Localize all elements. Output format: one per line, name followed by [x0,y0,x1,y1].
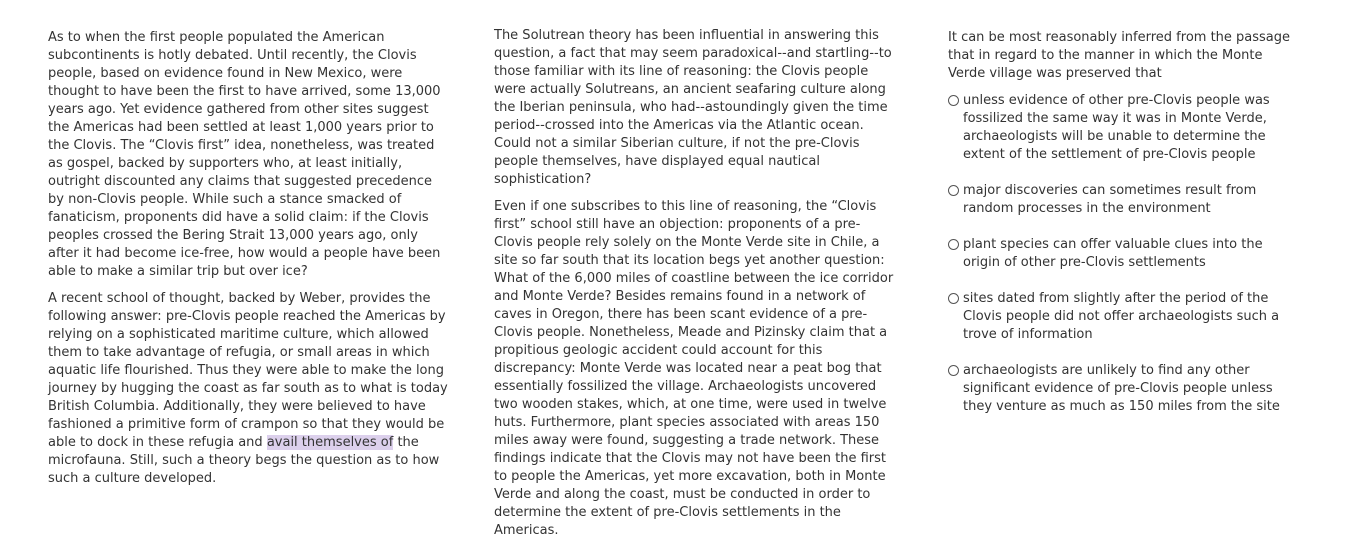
question-prompt: It can be most reasonably inferred from the passage that in regard to the manner in which the Monte Verde village was preserved that [948,30,1291,81]
radio-button-icon[interactable] [948,95,959,106]
passage-paragraph-1: As to when the first people populated the American subcontinents is hotly debated. Until recently, the Clovis people, based on evidence found in New Mexico, were thought to have been the first to have arrived, some 13,000 years ago. Yet evidence gathered from other sites suggest the Americas had been settled at least 1,000 years prior to the Clovis. The “Clovis first” idea, nonetheless, was treated as gospel, backed by supporters who, at least initially, outright discounted any claims that suggested precedence by non-Clovis people. While such a stance smacked of fanaticism, proponents did have a solid claim: if the Clovis peoples crossed the Bering Strait 13,000 years ago, only after it had become ice-free, how would a people have been able to make a similar trip but over ice? [48,30,441,279]
answer-choice-label: plant species can offer valuable clues into the origin of other pre-Clovis settlements [963,237,1263,270]
question-panel [948,27,1298,434]
passage-middle-column [494,27,896,549]
passage-paragraph-4: Even if one subscribes to this line of reasoning, the “Clovis first” school still have an objection: proponents of a pre-Clovis people rely solely on the Monte Verde site in Chile, a site so far south that its location begs yet another question: What of the 6,000 miles of coastline between the ice corridor and Monte Verde? Besides remains found in a network of caves in Oregon, there has been scant evidence of a pre-Clovis people. Nonetheless, Meade and Pizinsky claim that a propitious geologic accident could account for this discrepancy: Monte Verde was located near a peat bog that essentially fossilized the village. Archaeologists uncovered two wooden stakes, which, at one time, were used in twelve huts. Furthermore, plant species associated with areas 150 miles away were found, suggesting a trade network. These findings indicate that the Clovis may not have been the first to people the Americas, yet more excavation, both in Monte Verde and along the coast, must be conducted in order to determine the extent of pre-Clovis settlements in the Americas. [494,199,894,538]
paragraph-2-after-highlight: the microfauna. Still, such a theory begs the question as to how such a culture developed. [48,435,440,486]
passage-paragraph-2 [48,290,450,488]
passage-paragraph-3: The Solutrean theory has been influential in answering this question, a fact that may seem paradoxical--and startling--to those familiar with its line of reasoning: the Clovis people were actually Solutreans, an ancient seafaring culture along the Iberian peninsula, who had--astoundingly given the time period--crossed into the Americas via the Atlantic ocean. Could not a similar Siberian culture, if not the pre-Clovis people themselves, have displayed equal nautical sophistication? [494,28,892,187]
radio-button-icon[interactable] [948,293,959,304]
answer-choice-b[interactable] [948,182,1298,218]
radio-button-icon[interactable] [948,185,959,196]
radio-button-icon[interactable] [948,365,959,376]
answer-choice-label: sites dated from slightly after the period of the Clovis people did not offer archaeologists such a trove of information [963,291,1280,342]
answer-choice-e[interactable] [948,362,1298,416]
answer-choice-d[interactable] [948,290,1298,344]
answer-choice-label: unless evidence of other pre-Clovis people was fossilized the same way it was in Monte Verde, archaeologists will be unable to determine the extent of the settlement of pre-Clovis people [963,93,1270,162]
highlighted-phrase: avail themselves of [266,435,394,450]
answer-choice-label: major discoveries can sometimes result from random processes in the environment [963,183,1257,216]
answer-choice-label: archaeologists are unlikely to find any other significant evidence of pre-Clovis people unless they venture as much as 150 miles from the site [963,363,1280,414]
answer-choice-c[interactable] [948,236,1298,272]
radio-button-icon[interactable] [948,239,959,250]
answer-choice-a[interactable] [948,92,1298,164]
paragraph-2-before-highlight: A recent school of thought, backed by Weber, provides the following answer: pre-Clovis people reached the Americas by relying on a sophisticated maritime culture, which allowed them to take advantage of refugia, or small areas in which aquatic life flourished. Thus they were able to make the long journey by hugging the coast as far south as to what is today British Columbia. Additionally, they were believed to have fashioned a primitive form of crampon so that they would be able to dock in these refugia and [48,291,448,450]
answer-choices [948,92,1298,416]
passage-left-column [48,27,450,497]
